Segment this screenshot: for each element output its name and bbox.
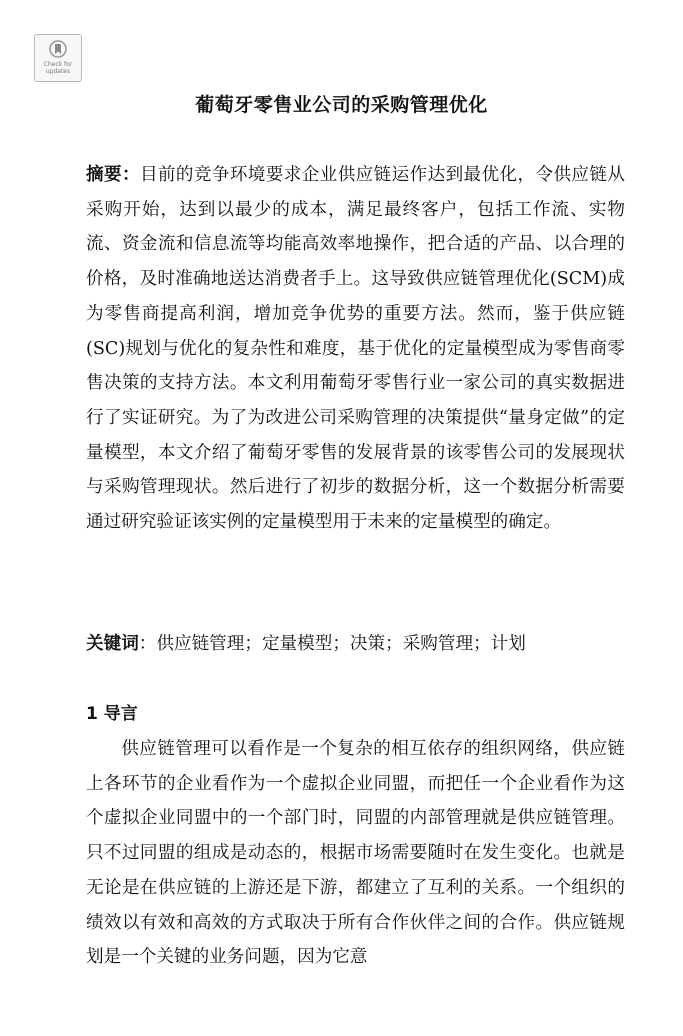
abstract-label: 摘要： xyxy=(86,165,140,185)
abstract-text: 目前的竞争环境要求企业供应链运作达到最优化，令供应链从采购开始，达到以最少的成本，满足最终客户，包括工作流、实物流、资金流和信息流等均能高效率地操作，把合适的产品、以合理的价格，及时准确地送达消费者手上。这导致供应链管理优化(SCM)成为零售商提高利润，增加竞争优势的重要方法。然而，鉴于供应链(SC)规划与优化的复杂性和难度，基于优化的定量模型成为零售商零售决策的支持方法。本文利用葡萄牙零售行业一家公司的真实数据进行了实证研究。为了为改进公司采购管理的决策提供“量身定做”的定量模型，本文介绍了葡萄牙零售的发展背景的该零售公司的发展现状与采购管理现状。然后进行了初步的数据分析，这一个数据分析需要通过研究验证该实例的定量模型用于未来的定量模型的确定。 xyxy=(86,165,625,533)
keywords-label: 关键词 xyxy=(86,634,139,654)
abstract-paragraph xyxy=(86,158,625,540)
keywords-paragraph xyxy=(86,627,625,662)
check-for-updates-badge[interactable] xyxy=(34,34,82,82)
badge-line-2: updates xyxy=(45,68,71,75)
bookmark-icon xyxy=(48,39,68,61)
paper-title: 葡萄牙零售业公司的采购管理优化 xyxy=(195,94,488,116)
badge-line-1: Check for xyxy=(43,61,73,68)
keywords-text: ：供应链管理；定量模型；决策；采购管理；计划 xyxy=(138,634,526,654)
section-body: 供应链管理可以看作是一个复杂的相互依存的组织网络，供应链上各环节的企业看作为一个虚拟企业同盟，而把任一个企业看作为这个虚拟企业同盟中的一个部门时，同盟的内部管理就是供应链管理。只不过同盟的组成是动态的，根据市场需要随时在发生变化。也就是无论是在供应链的上游还是下游，都建立了互利的关系。一个组织的绩效以有效和高效的方式取决于所有合作伙伴之间的合作。供应链规划是一个关键的业务问题，因为它意 xyxy=(86,739,625,968)
section-heading: 1 导言 xyxy=(86,704,138,724)
